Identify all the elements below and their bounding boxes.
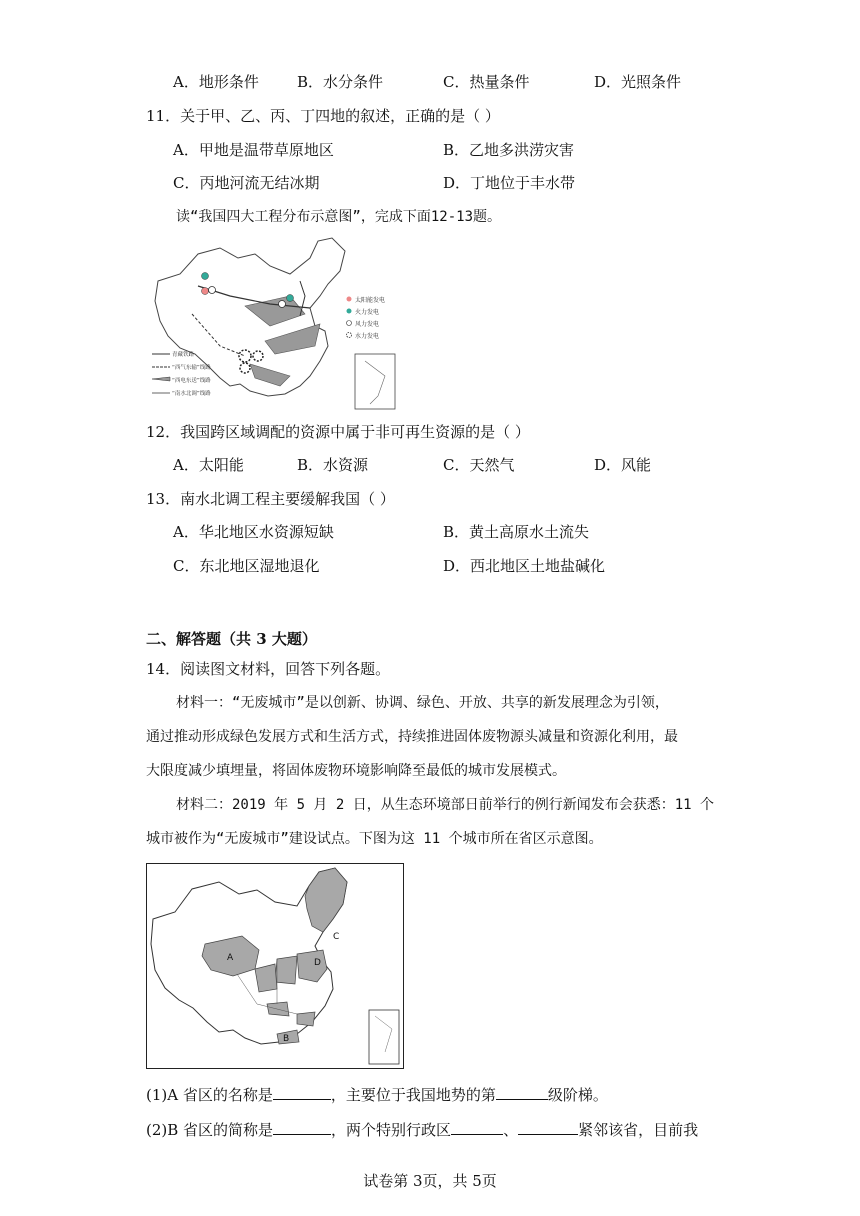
material-1-line-3: 大限度减少填埋量，将固体废物环境影响降至最低的城市发展模式。 — [146, 763, 566, 779]
q13-stem: 13．南水北调工程主要缓解我国（ ） — [146, 490, 395, 508]
q14-sub2-part-d: 紧邻该省，目前我 — [578, 1121, 699, 1139]
q14-sub2-part-a: (2)B 省区的简称是 — [146, 1121, 274, 1139]
legend-hydro: 水力发电 — [355, 333, 380, 340]
q14-sub2-part-b: ，两个特别行政区 — [331, 1121, 452, 1139]
section-2-title: 二、解答题（共 3 大题） — [146, 630, 317, 648]
legend-power: “西电东送”线路 — [172, 378, 211, 384]
q14-sub2 — [146, 1120, 698, 1140]
map-label-a: A — [227, 953, 234, 963]
q13-option-c: C．东北地区湿地退化 — [173, 557, 320, 575]
q13-option-a: A．华北地区水资源短缺 — [173, 523, 334, 541]
q12-option-b: B．水资源 — [297, 456, 369, 474]
q12-option-a: A．太阳能 — [173, 456, 244, 474]
material-1-line-1: 材料一：“无废城市”是以创新、协调、绿色、开放、共享的新发展理念为引领， — [176, 695, 669, 711]
q11-option-d: D．丁地位于丰水带 — [443, 174, 576, 192]
legend-thermal: 火力发电 — [355, 309, 380, 316]
q12-option-c: C．天然气 — [443, 456, 515, 474]
q14-sub1-part-a: (1)A 省区的名称是 — [146, 1086, 273, 1104]
map-label-c: C — [333, 932, 340, 942]
q14-sub1-part-c: 级阶梯。 — [547, 1086, 608, 1104]
q12-stem: 12．我国跨区域调配的资源中属于非可再生资源的是（ ） — [146, 423, 530, 441]
answer-blank[interactable] — [451, 1120, 503, 1135]
pilot-cities-map — [146, 863, 404, 1069]
q14-sub2-part-c: 、 — [503, 1121, 519, 1139]
answer-blank[interactable] — [496, 1085, 548, 1100]
q10-option-b: B．水分条件 — [297, 73, 384, 91]
legend-wind: 风力发电 — [355, 321, 380, 328]
material-1-line-2: 通过推动形成绿色发展方式和生活方式，持续推进固体废物源头减量和资源化利用，最 — [146, 729, 678, 745]
q11-option-b: B．乙地多洪涝灾害 — [443, 141, 575, 159]
q10-option-d: D．光照条件 — [594, 73, 682, 91]
answer-blank[interactable] — [273, 1120, 331, 1135]
legend-railway: 青藏铁路 — [172, 352, 195, 358]
q13-option-b: B．黄土高原水土流失 — [443, 523, 590, 541]
page-footer: 试卷第 3页，共 5页 — [363, 1172, 497, 1190]
answer-blank[interactable] — [273, 1085, 331, 1100]
material-2-line-1: 材料二：2019 年 5 月 2 日，从生态环境部日前举行的例行新闻发布会获悉：11 个 — [176, 797, 715, 813]
q11-option-a: A．甲地是温带草原地区 — [173, 141, 334, 159]
q10-option-c: C．热量条件 — [443, 73, 530, 91]
material-2-line-2: 城市被作为“无废城市”建设试点。下图为这 11 个城市所在省区示意图。 — [146, 831, 603, 847]
q11-stem: 11．关于甲、乙、丙、丁四地的叙述，正确的是（ ） — [146, 107, 500, 125]
four-projects-map — [150, 236, 400, 411]
q13-option-d: D．西北地区土地盐碱化 — [443, 557, 606, 575]
q14-sub1-part-b: ，主要位于我国地势的第 — [330, 1086, 496, 1104]
q14-sub1 — [146, 1085, 608, 1105]
q14-stem: 14．阅读图文材料，回答下列各题。 — [146, 660, 391, 678]
map-label-b: B — [283, 1034, 290, 1044]
legend-gas: “西气东输”线路 — [172, 365, 211, 371]
map-label-d: D — [314, 958, 321, 968]
legend-solar: 太阳能发电 — [355, 297, 386, 304]
answer-blank[interactable] — [518, 1120, 578, 1135]
q11-option-c: C．丙地河流无结冰期 — [173, 174, 320, 192]
q12-option-d: D．风能 — [594, 456, 652, 474]
intro-12-13: 读“我国四大工程分布示意图”，完成下面12-13题。 — [176, 209, 501, 225]
legend-water: “南水北调”线路 — [172, 391, 211, 397]
q10-option-a: A．地形条件 — [173, 73, 259, 91]
